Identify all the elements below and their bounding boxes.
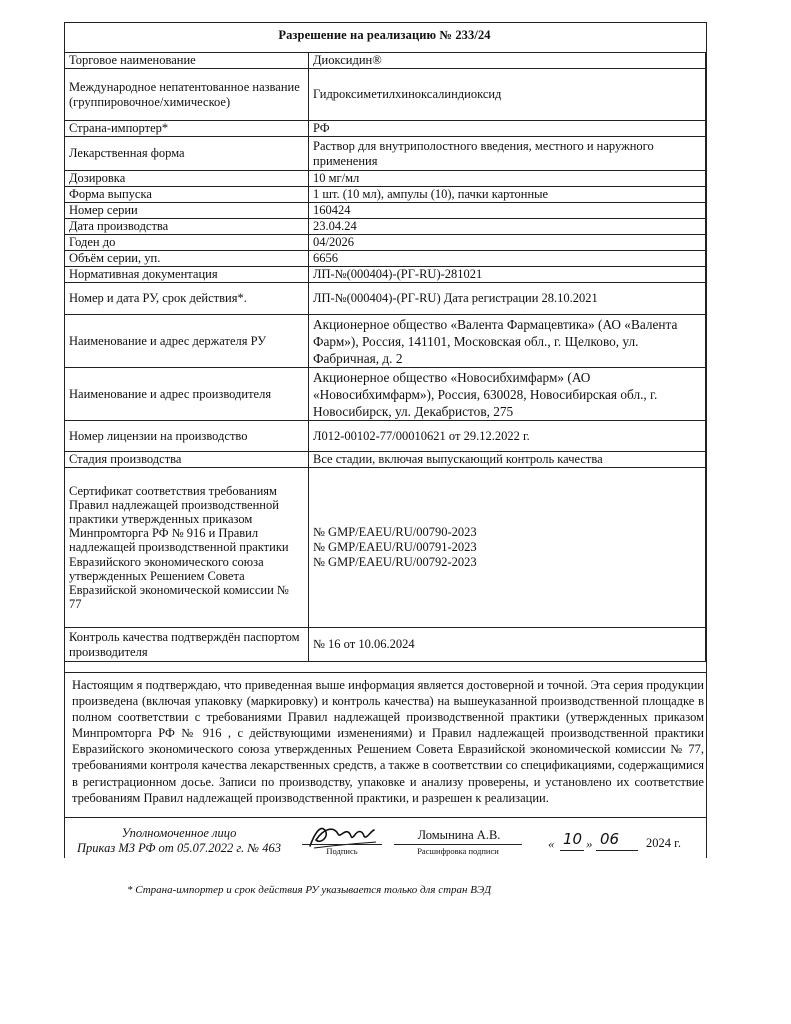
- footnote: * Страна-импортер и срок действия РУ указывается только для стран ВЭД: [127, 884, 492, 896]
- row-value: Раствор для внутриполостного введения, местного и наружного применения: [309, 137, 706, 171]
- row-key: Дата производства: [65, 219, 309, 235]
- table-row: [65, 628, 706, 662]
- row-value: Л012-00102-77/00010621 от 29.12.2022 г.: [309, 421, 706, 452]
- table-row: [65, 283, 706, 315]
- row-key: Дозировка: [65, 171, 309, 187]
- row-key: Номер лицензии на производство: [65, 421, 309, 452]
- row-value: ЛП-№(000404)-(РГ-RU)-281021: [309, 267, 706, 283]
- row-value: № 16 от 10.06.2024: [309, 628, 706, 662]
- row-value: РФ: [309, 121, 706, 137]
- table-row: [65, 251, 706, 267]
- date-quote-open: «: [548, 836, 555, 851]
- row-value: 23.04.24: [309, 219, 706, 235]
- table-row: [65, 53, 706, 69]
- table-row: [65, 315, 706, 368]
- authorized-person-title: Уполномоченное лицо: [121, 826, 237, 840]
- row-value: Все стадии, включая выпускающий контроль качества: [309, 452, 706, 468]
- signature-caption: Подпись: [326, 846, 358, 856]
- row-key: Наименование и адрес держателя РУ: [65, 315, 309, 368]
- row-value: 160424: [309, 203, 706, 219]
- row-key: Контроль качества подтверждён паспортом производителя: [65, 628, 309, 662]
- divider: [64, 817, 706, 818]
- table-row: [65, 452, 706, 468]
- row-key: Сертификат соответствия требованиям Правил надлежащей производственной практики утвержденных приказом Минпромторга РФ № 916 и Правил надлежащей производственной практики Евразийского экономического союза утвержденных Решением Совета Евразийской экономической комиссии № 77: [65, 468, 309, 628]
- row-value: 10 мг/мл: [309, 171, 706, 187]
- row-value: ЛП-№(000404)-(РГ-RU) Дата регистрации 28.10.2021: [309, 283, 706, 315]
- row-key: Наименование и адрес производителя: [65, 368, 309, 421]
- row-key: Страна-импортер*: [65, 121, 309, 137]
- day-line: [560, 850, 584, 851]
- authorized-person-order: Приказ МЗ РФ от 05.07.2022 г. № 463: [77, 841, 281, 855]
- row-key: Годен до: [65, 235, 309, 251]
- table-row: [65, 69, 706, 121]
- row-value: 6656: [309, 251, 706, 267]
- product-info-table: [64, 52, 706, 662]
- table-row: [65, 187, 706, 203]
- document-title: Разрешение на реализацию № 233/24: [278, 28, 491, 42]
- name-line: [394, 844, 522, 845]
- row-value: 04/2026: [309, 235, 706, 251]
- table-row: [65, 219, 706, 235]
- row-value: Гидроксиметилхиноксалиндиоксид: [309, 69, 706, 121]
- date-quote-close: »: [586, 836, 593, 851]
- month-line: [596, 850, 638, 851]
- signature-line: [302, 844, 382, 845]
- table-row: [65, 421, 706, 452]
- table-row: [65, 203, 706, 219]
- row-value: № GMP/EAEU/RU/00790-2023 № GMP/EAEU/RU/00791-2023 № GMP/EAEU/RU/00792-2023: [309, 468, 706, 628]
- date-month: 06: [600, 830, 620, 848]
- row-value: Акционерное общество «Валента Фармацевтика» (АО «Валента Фарм»), Россия, 141101, Московская обл., г. Щелково, ул. Фабричная, д. 2: [309, 315, 706, 368]
- table-row: [65, 121, 706, 137]
- table-row: [65, 368, 706, 421]
- row-key: Форма выпуска: [65, 187, 309, 203]
- table-row: [65, 137, 706, 171]
- row-key: Номер и дата РУ, срок действия*.: [65, 283, 309, 315]
- row-key: Международное непатентованное название (группировочное/химическое): [65, 69, 309, 121]
- table-row: [65, 171, 706, 187]
- table-row: [65, 235, 706, 251]
- table-row: [65, 267, 706, 283]
- row-key: Объём серии, уп.: [65, 251, 309, 267]
- row-key: Лекарственная форма: [65, 137, 309, 171]
- row-key: Номер серии: [65, 203, 309, 219]
- row-value: 1 шт. (10 мл), ампулы (10), пачки картонные: [309, 187, 706, 203]
- signer-name: Ломынина А.В.: [417, 828, 501, 842]
- divider: [64, 672, 706, 673]
- row-value: Акционерное общество «Новосибхимфарм» (АО «Новосибхимфарм»), Россия, 630028, Новосибирская обл., г. Новосибирск, ул. Декабристов, 275: [309, 368, 706, 421]
- row-key: Нормативная документация: [65, 267, 309, 283]
- row-value: Диоксидин®: [309, 53, 706, 69]
- row-key: Торговое наименование: [65, 53, 309, 69]
- date-day: 10: [563, 830, 583, 848]
- date-year: 2024 г.: [646, 836, 681, 850]
- name-caption: Расшифровка подписи: [417, 846, 499, 856]
- table-row: [65, 468, 706, 628]
- row-key: Стадия производства: [65, 452, 309, 468]
- authorized-person-block: [70, 826, 288, 856]
- declaration-text: Настоящим я подтверждаю, что приведенная выше информация является достоверной и точной. Эта серия продукции произведена (включая упаковку (маркировку) и контроль качества) на вышеуказанной производственной площадке в полном соответствии с требованиями Правил надлежащей производственной практики (утвержденных приказом Минпромторга РФ № 916 , с действующими изменениями) и Правил надлежащей производственной практики Евразийского экономического союза утвержденных Решением Совета Евразийской экономической комиссии № 77, требованиями контроля качества лекарственных средств, а также в соответствии со спецификациями, содержащимися в регистрационном досье. Записи по производству, упаковке и анализу проверены, и установлено их соответствие требованиям Правил надлежащей производственной практики, и разрешен к реализации.: [72, 678, 704, 805]
